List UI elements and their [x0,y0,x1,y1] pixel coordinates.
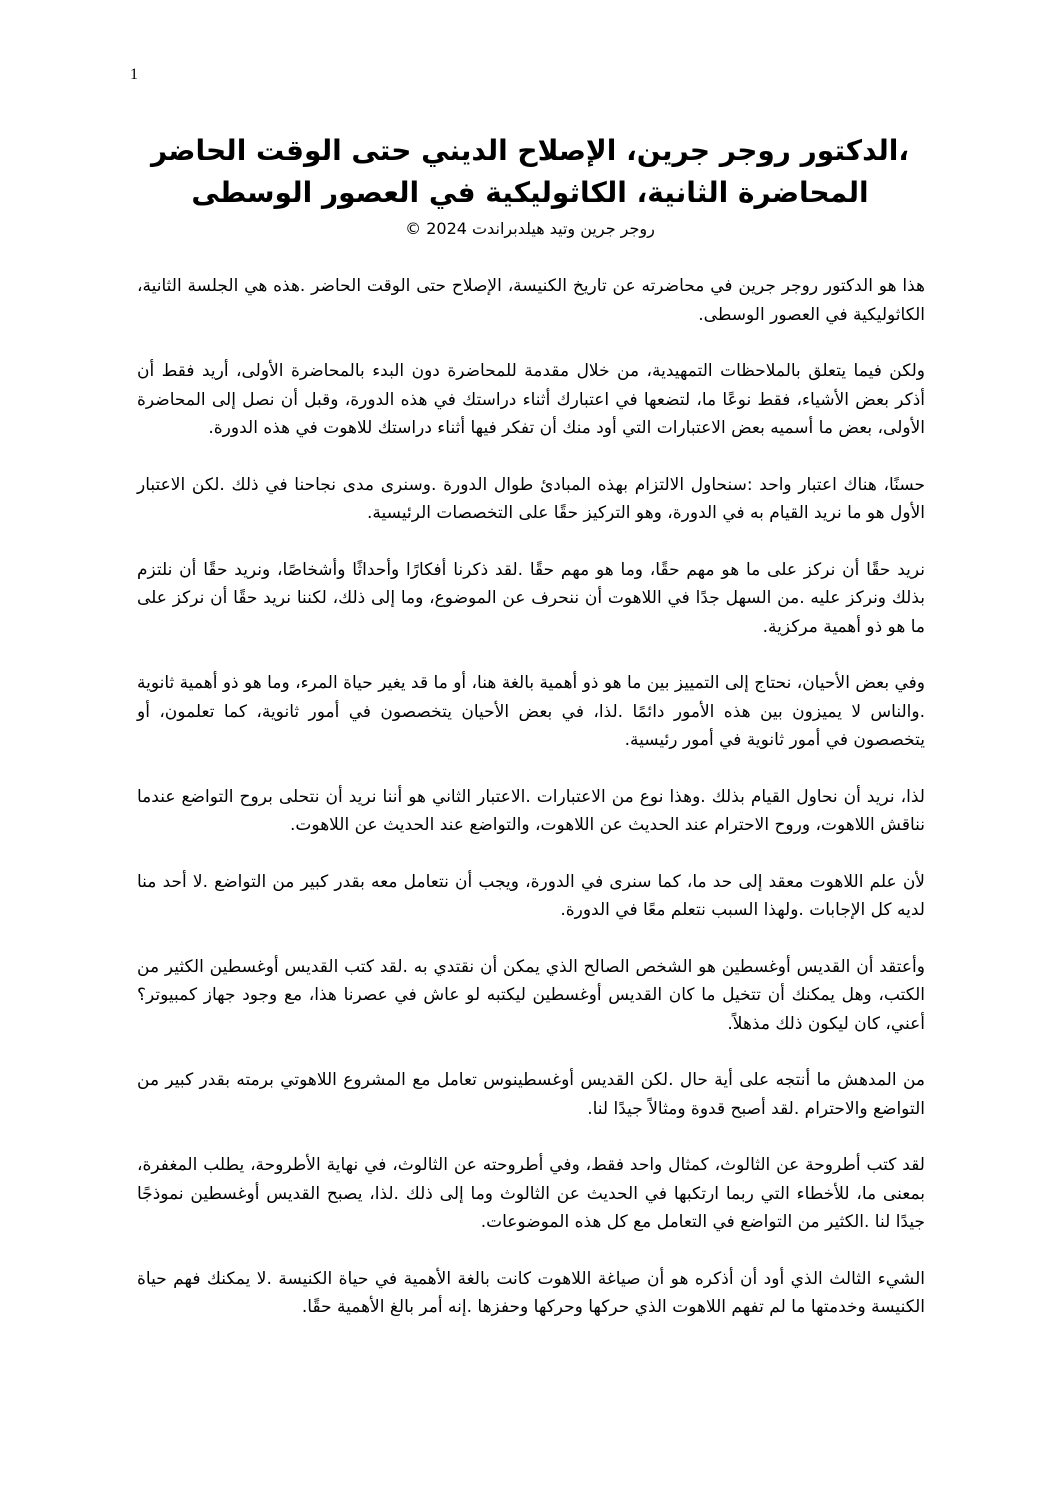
document-title-line-2: المحاضرة الثانية، الكاثوليكية في العصور الوسطى [191,176,869,209]
page-number: 1 [130,66,138,83]
document-header [135,130,925,242]
paragraph: وأعتقد أن القديس أوغسطين هو الشخص الصالح الذي يمكن أن نقتدي به .لقد كتب القديس أوغسطين الكثير من الكتب، وهل يمكنك أن تتخيل ما كان القديس أوغسطين ليكتبه لو عاش في عصرنا هذا، مع وجود جهاز كمبيوتر؟ أعني، كان ليكون ذلك مذهلاً. [137,956,925,1034]
paragraph: وفي بعض الأحيان، نحتاج إلى التمييز بين ما هو ذو أهمية بالغة هنا، أو ما قد يغير حياة المرء، وما هو ذو أهمية ثانوية .والناس لا يميزون بين هذه الأمور دائمًا .لذا، في بعض الأحيان يتخصصون في أمور ثانوية، كما تعلمون، أو يتخصصون في أمور ثانوية في أمور رئيسية. [137,673,925,750]
paragraph: لأن علم اللاهوت معقد إلى حد ما، كما سنرى في الدورة، ويجب أن نتعامل معه بقدر كبير من التواضع .لا أحد منا لديه كل الإجابات .ولهذا السبب نتعلم معًا في الدورة. [137,871,925,920]
paragraph: من المدهش ما أنتجه على أية حال .لكن القديس أوغسطينوس تعامل مع المشروع اللاهوتي برمته بقدر كبير من التواضع والاحترام .لقد أصبح قدوة ومثالاً جيدًا لنا. [137,1070,925,1119]
copyright-notice: روجر جرين وتيد هيلدبراندت 2024 © [405,219,655,238]
paragraph: لذا، نريد أن نحاول القيام بذلك .وهذا نوع من الاعتبارات .الاعتبار الثاني هو أننا نريد أن نتحلى بروح التواضع عندما نناقش اللاهوت، وروح الاحترام عند الحديث عن اللاهوت، والتواضع عند الحديث عن اللاهوت. [137,786,925,835]
paragraph: ولكن فيما يتعلق بالملاحظات التمهيدية، من خلال مقدمة للمحاضرة دون البدء بالمحاضرة الأولى، أريد فقط أن أذكر بعض الأشياء، فقط نوعًا ما، لتضعها في اعتبارك أثناء دراستك في هذه الدورة، وقبل أن نصل إلى المحاضرة الأولى، بعض ما أسميه بعض الاعتبارات التي أود منك أن تفكر فيها أثناء دراستك للاهوت في هذه الدورة. [137,361,925,438]
document-title-line-1: ،الدكتور روجر جرين، الإصلاح الديني حتى الوقت الحاضر [151,134,909,167]
paragraph: حسنًا، هناك اعتبار واحد :سنحاول الالتزام بهذه المبادئ طوال الدورة .وسنرى مدى نجاحنا في ذلك .لكن الاعتبار الأول هو ما نريد القيام به في الدورة، وهو التركيز حقًا على التخصصات الرئيسية. [137,474,925,523]
paragraph: الشيء الثالث الذي أود أن أذكره هو أن صياغة اللاهوت كانت بالغة الأهمية في حياة الكنيسة .لا يمكنك فهم حياة الكنيسة وخدمتها ما لم تفهم اللاهوت الذي حركها وحركها وحفزها .إنه أمر بالغ الأهمية حقًا. [137,1268,925,1317]
paragraph: نريد حقًا أن نركز على ما هو مهم حقًا، وما هو مهم حقًا .لقد ذكرنا أفكارًا وأحداثًا وأشخاصًا، ونريد حقًا أن نلتزم بذلك ونركز عليه .من السهل جدًا في اللاهوت أن ننحرف عن الموضوع، وما إلى ذلك، لكننا نريد حقًا أن نركز على ما هو ذو أهمية مركزية. [137,559,925,637]
paragraph: لقد كتب أطروحة عن الثالوث، كمثال واحد فقط، وفي أطروحته عن الثالوث، في نهاية الأطروحة، يطلب المغفرة، بمعنى ما، للأخطاء التي ربما ارتكبها في الحديث عن الثالوث وما إلى ذلك .لذا، يصبح القديس أوغسطين نموذجًا جيدًا لنا .الكثير من التواضع في التعامل مع كل هذه الموضوعات. [137,1155,925,1232]
document-body [137,272,925,1350]
paragraph: هذا هو الدكتور روجر جرين في محاضرته عن تاريخ الكنيسة، الإصلاح حتى الوقت الحاضر .هذه هي الجلسة الثانية، الكاثوليكية في العصور الوسطى. [137,276,925,325]
